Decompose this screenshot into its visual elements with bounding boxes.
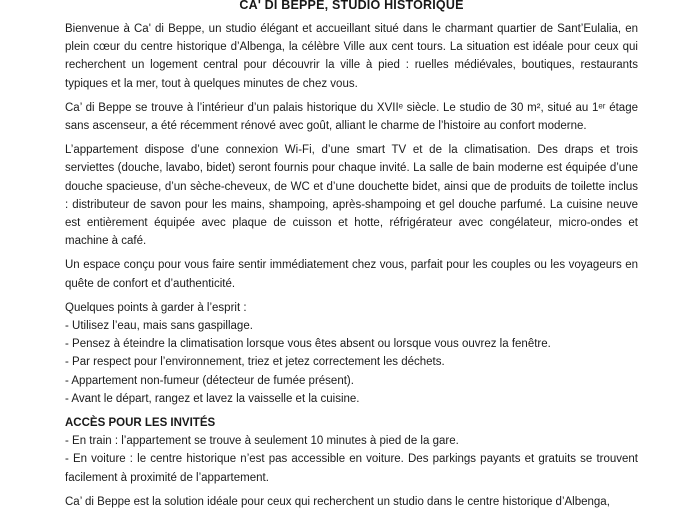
access-item: - En train : l’appartement se trouve à seulement 10 minutes à pied de la gare. [65, 435, 459, 448]
document-title: CA' DI BEPPE, STUDIO HISTORIQUE [239, 0, 464, 12]
rule-item: - Utilisez l’eau, mais sans gaspillage. [65, 320, 253, 333]
rule-item: - Appartement non-fumeur (détecteur de fumée présent). [65, 374, 354, 387]
house-rules-block [65, 299, 638, 408]
access-item: - En voiture : le centre historique n’est pas accessible en voiture. Des parkings payants et gratuits se trouvent facilement à proximité de l’appartement. [65, 453, 638, 484]
paragraph-amenities: L’appartement dispose d’une connexion Wi-Fi, d’une smart TV et de la climatisation. Des draps et trois serviettes (douche, lavabo, bidet) seront fournis pour chaque invité. La salle de bain moderne est équipée d’une douche spacieuse, d’un sèche-cheveux, de WC et d’une douchette bidet, ainsi que de produits de toilette inclus : distributeur de savon pour les mains, shampoing, après-shampoing et gel douche parfumé. La cuisine neuve est entièrement équipée avec plaque de cuisson et hotte, réfrigérateur avec congélateur, micro-ondes et machine à café. [65, 144, 638, 248]
rule-item: - Avant le départ, rangez et lavez la vaisselle et la cuisine. [65, 392, 360, 405]
paragraph-atmosphere: Un espace conçu pour vous faire sentir immédiatement chez vous, parfait pour les couples ou les voyageurs en quête de confort et d’authenticité. [65, 259, 638, 290]
rule-item: - Par respect pour l’environnement, triez et jetez correctement les déchets. [65, 356, 445, 369]
rules-intro: Quelques points à garder à l’esprit : [65, 301, 247, 314]
rule-item: - Pensez à éteindre la climatisation lorsque vous êtes absent ou lorsque vous ouvrez la fenêtre. [65, 338, 551, 351]
paragraph-closing: Ca’ di Beppe est la solution idéale pour ceux qui recherchent un studio dans le centre historique d’Albenga, [65, 495, 610, 508]
paragraph-building: Ca’ di Beppe se trouve à l’intérieur d’un palais historique du XVIIᵉ siècle. Le studio de 30 m², situé au 1ᵉʳ étage sans ascenseur, a été récemment rénové avec goût, alliant le charme de l’histoire au confort moderne. [65, 101, 638, 133]
paragraph-intro: Bienvenue à Ca' di Beppe, un studio élégant et accueillant situé dans le charmant quartier de Sant’Eulalia, en plein cœur du centre historique d’Albenga, la célèbre Ville aux cent tours. La situation est idéale pour ceux qui recherchent un logement central pour découvrir la ville à pied : ruelles médiévales, boutiques, restaurants typiques et la mer, tout à quelques minutes de chez vous. [65, 23, 638, 90]
guest-access-block [65, 414, 638, 487]
access-heading: ACCÈS POUR LES INVITÉS [65, 417, 216, 430]
